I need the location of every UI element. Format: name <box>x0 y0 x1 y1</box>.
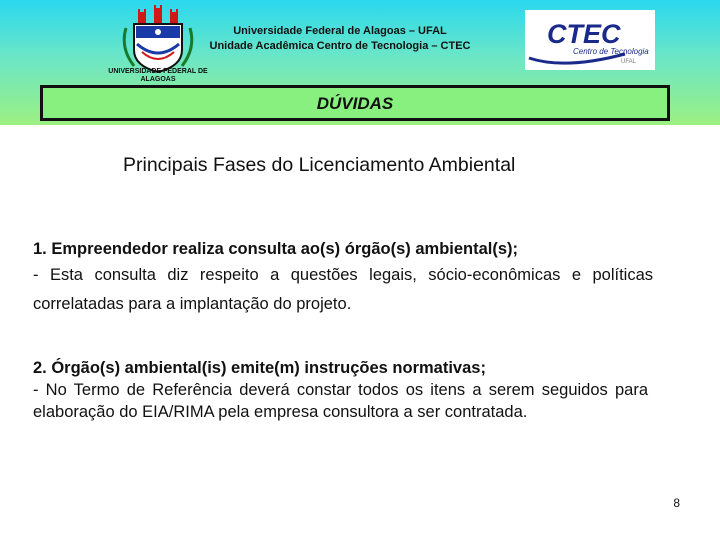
phase-item-2-heading: 2. Órgão(s) ambiental(is) emite(m) instruções normativas; <box>33 359 486 377</box>
title-box <box>40 85 670 121</box>
institution-name: Universidade Federal de Alagoas – UFAL <box>233 25 447 37</box>
phase-item-1-heading: 1. Empreendedor realiza consulta ao(s) órgão(s) ambiental(s); <box>33 240 519 258</box>
ctec-logo <box>525 10 655 70</box>
department-name: Unidade Acadêmica Centro de Tecnologia – CTEC <box>209 40 471 52</box>
phase-item-1 <box>33 238 653 319</box>
phase-item-2 <box>33 357 648 423</box>
phase-item-1-body: - Esta consulta diz respeito a questões legais, sócio-econômicas e políticas correlatadas para a implantação do projeto. <box>33 266 653 313</box>
ufal-logo-text: UNIVERSIDADE FEDERAL DE ALAGOAS <box>108 68 208 83</box>
phase-item-2-body: - No Termo de Referência deverá constar todos os itens a serem seguidos para elaboração do EIA/RIMA pela empresa consultora a ser contratada. <box>33 381 648 421</box>
page-title: DÚVIDAS <box>316 94 394 113</box>
ctec-logo-sub: Centro de Tecnologia <box>573 47 649 56</box>
page-number: 8 <box>673 496 680 510</box>
ctec-logo-main: CTEC <box>547 19 621 49</box>
section-subtitle: Principais Fases do Licenciamento Ambiental <box>123 154 516 176</box>
ctec-logo-tag: UFAL <box>621 59 637 65</box>
